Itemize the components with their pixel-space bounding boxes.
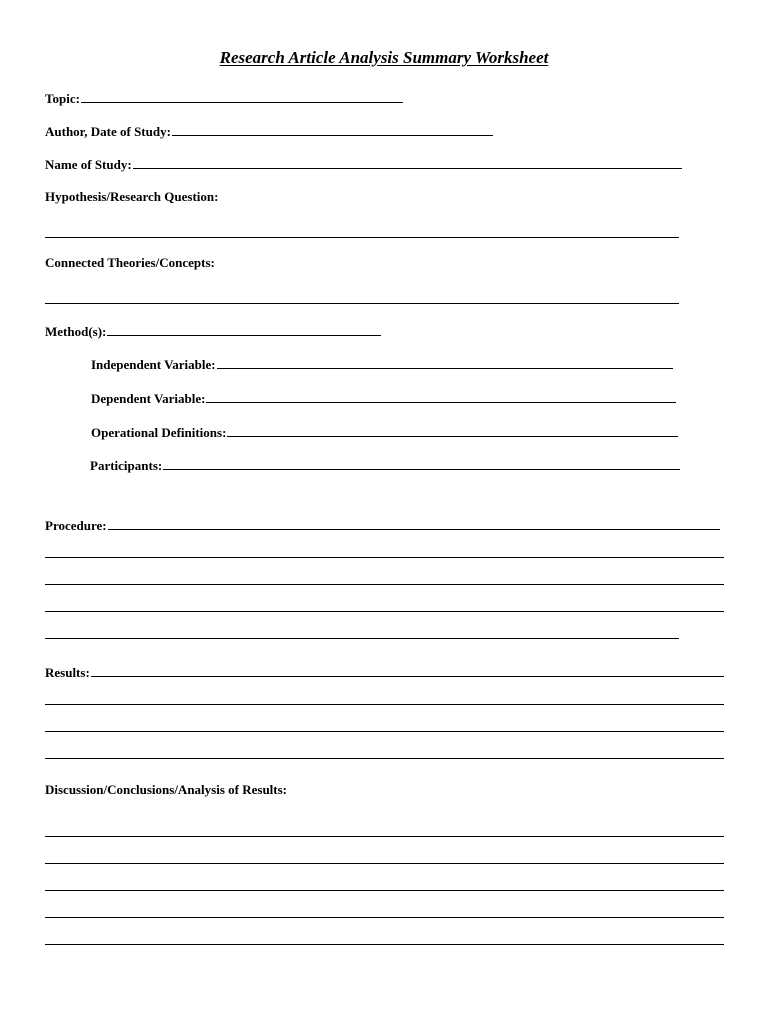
theories-answer-line[interactable] [45,303,679,304]
procedure-field[interactable] [45,516,720,534]
methods-field[interactable] [45,322,381,340]
dependent-variable-field[interactable] [91,389,676,407]
operational-definitions-field[interactable] [91,423,678,441]
hypothesis-label: Hypothesis/Research Question: [45,189,219,204]
results-answer-line[interactable] [45,731,724,732]
author-date-field[interactable] [45,122,493,140]
results-blank[interactable] [91,663,724,677]
hypothesis-answer-line[interactable] [45,237,679,238]
procedure-blank[interactable] [108,516,720,530]
methods-label: Method(s): [45,324,107,339]
topic-label: Topic: [45,91,80,106]
procedure-answer-line[interactable] [45,584,724,585]
dependent-variable-blank[interactable] [206,389,676,403]
procedure-label: Procedure: [45,518,107,533]
discussion-label: Discussion/Conclusions/Analysis of Results: [45,782,287,797]
participants-label: Participants: [90,458,163,473]
independent-variable-blank[interactable] [217,355,673,369]
worksheet-title: Research Article Analysis Summary Worksheet [219,48,549,67]
topic-blank[interactable] [81,89,403,103]
name-of-study-label: Name of Study: [45,157,132,172]
participants-blank[interactable] [163,456,680,470]
results-answer-line[interactable] [45,758,724,759]
theories-label: Connected Theories/Concepts: [45,255,215,270]
discussion-answer-line[interactable] [45,917,724,918]
name-of-study-field[interactable] [45,155,682,173]
independent-variable-field[interactable] [91,355,673,373]
results-answer-line[interactable] [45,704,724,705]
participants-field[interactable] [90,456,680,474]
discussion-answer-line[interactable] [45,944,724,945]
results-label: Results: [45,665,90,680]
author-date-blank[interactable] [172,122,493,136]
methods-blank[interactable] [107,322,381,336]
author-date-label: Author, Date of Study: [45,124,171,139]
procedure-answer-line[interactable] [45,611,724,612]
discussion-answer-line[interactable] [45,890,724,891]
topic-field[interactable] [45,89,403,107]
results-field[interactable] [45,663,724,681]
dependent-variable-label: Dependent Variable: [91,391,206,406]
name-of-study-blank[interactable] [133,155,682,169]
operational-definitions-blank[interactable] [227,423,678,437]
procedure-answer-line[interactable] [45,557,724,558]
procedure-answer-line[interactable] [45,638,679,639]
independent-variable-label: Independent Variable: [91,357,216,372]
operational-definitions-label: Operational Definitions: [91,425,227,440]
discussion-answer-line[interactable] [45,863,724,864]
discussion-answer-line[interactable] [45,836,724,837]
